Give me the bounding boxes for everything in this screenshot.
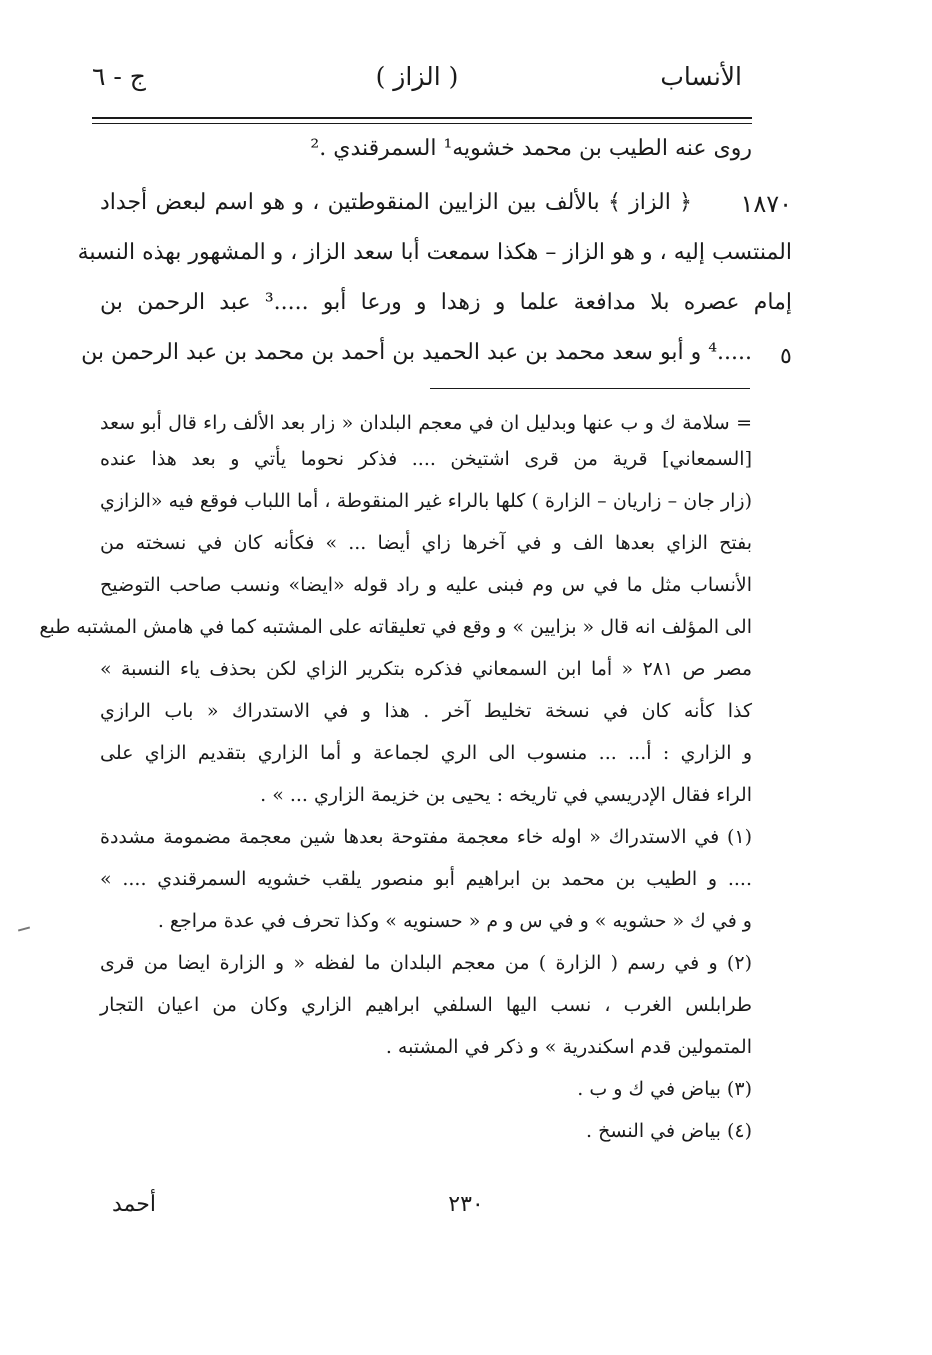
footnote-line: (٢) و في رسم ( الزارة ) من معجم البلدان ما لفظه « و الزارة ايضا من قرى [100,952,752,974]
footnote-line: = سلامة ك و ب عنها وبدليل ان في معجم البلدان « زار بعد الألف راء قال أبو سعد [100,412,752,434]
page-number: ٢٣٠ [448,1192,484,1217]
footnote-line: الراء فقال الإدريسي في تاريخه : يحيى بن خزيمة الزاري ... » . [260,784,752,806]
header-rule-thick [92,117,752,119]
footnote-line: الى المؤلف انه قال « بزايين » و وقع في تعليقاته على المشتبه كما في هامش المشتبه طبع [39,616,752,638]
footnote-line: (١) في الاستدراك « اوله خاء معجمة مفتوحة بعدها شين معجمة مضمومة مشددة [100,826,752,848]
footnote-line: و الزاري : أ... ... منسوب الى الري لجماعة و أما الزاري بتقديم الزاي على [100,742,752,764]
volume-number: ج - ٦ [92,62,146,91]
main-text-line: .....⁴ و أبو سعد محمد بن عبد الحميد بن أحمد بن محمد بن عبد الرحمن بن [81,340,752,365]
footnote-line: الأنساب مثل ما في س وم فبنى عليه و راد قوله «ايضا» ونسب صاحب التوضيح [100,574,752,596]
entry-heading: ( الزاز ) [375,62,459,91]
footnote-line: [السمعاني] قرية من قرى اشتيخن .... فذكر نحوما يأتي و بعد هذا عنده [100,448,752,470]
margin-mark [18,926,30,931]
line-number: ٥ [780,344,792,369]
footnote-separator [430,388,750,389]
catchword: أحمد [112,1192,156,1217]
footnote-line: (زار جان – زاريان – الزارة ) كلها بالراء غير المنقوطة ، أما اللباب فوقع فيه «الزازي [100,490,752,512]
book-title: الأنساب [660,62,742,91]
entry-number: ١٨٧٠ [740,190,792,218]
footnote-line: بفتح الزاي بعدها الف و في آخرها زاي أيضا ... » فكأنه كان في نسخته من [100,532,752,554]
footnote-line: طرابلس الغرب ، نسب اليها السلفي ابراهيم الزاري وكان من اعيان التجار [100,994,752,1016]
footnote-line: كذا كأنه كان في نسخة تخليط آخر . هذا و في الاستدراك « باب الرازي [100,700,752,722]
footnote-line: .... و الطيب بن محمد بن ابراهيم أبو منصور يلقب خشويه السمرقندي .... » [100,868,752,890]
footnote-line: و في ك « حشويه » و في س و م « حسنويه » وكذا تحرف في عدة مراجع . [157,910,752,932]
main-text-line: روى عنه الطيب بن محمد خشويه¹ السمرقندي .² [310,136,752,161]
footnote-line: المتمولين قدم اسكندرية » و ذكر في المشتبه . [385,1036,752,1058]
footnote-line: (٣) بياض في ك و ب . [577,1078,752,1100]
running-header [92,60,742,100]
main-text-line: إمام عصره بلا مدافعة علما و زهدا و ورعا أبو .....³ عبد الرحمن بن [100,290,792,315]
main-text-line: ﴿ الزاز ﴾ بالألف بين الزايين المنقوطتين ، و هو اسم لبعض أجداد [100,190,692,215]
main-text-line: المنتسب إليه ، و هو الزاز – هكذا سمعت أبا سعد الزاز ، و المشهور بهذه النسبة [77,240,792,265]
footnote-line: (٤) بياض في النسخ . [586,1120,752,1142]
footnote-line: مصر ص ٢٨١ « أما ابن السمعاني فذكره بتكرير الزاي لكن بحذف ياء النسبة » [100,658,752,680]
header-rule-thin [92,123,752,124]
